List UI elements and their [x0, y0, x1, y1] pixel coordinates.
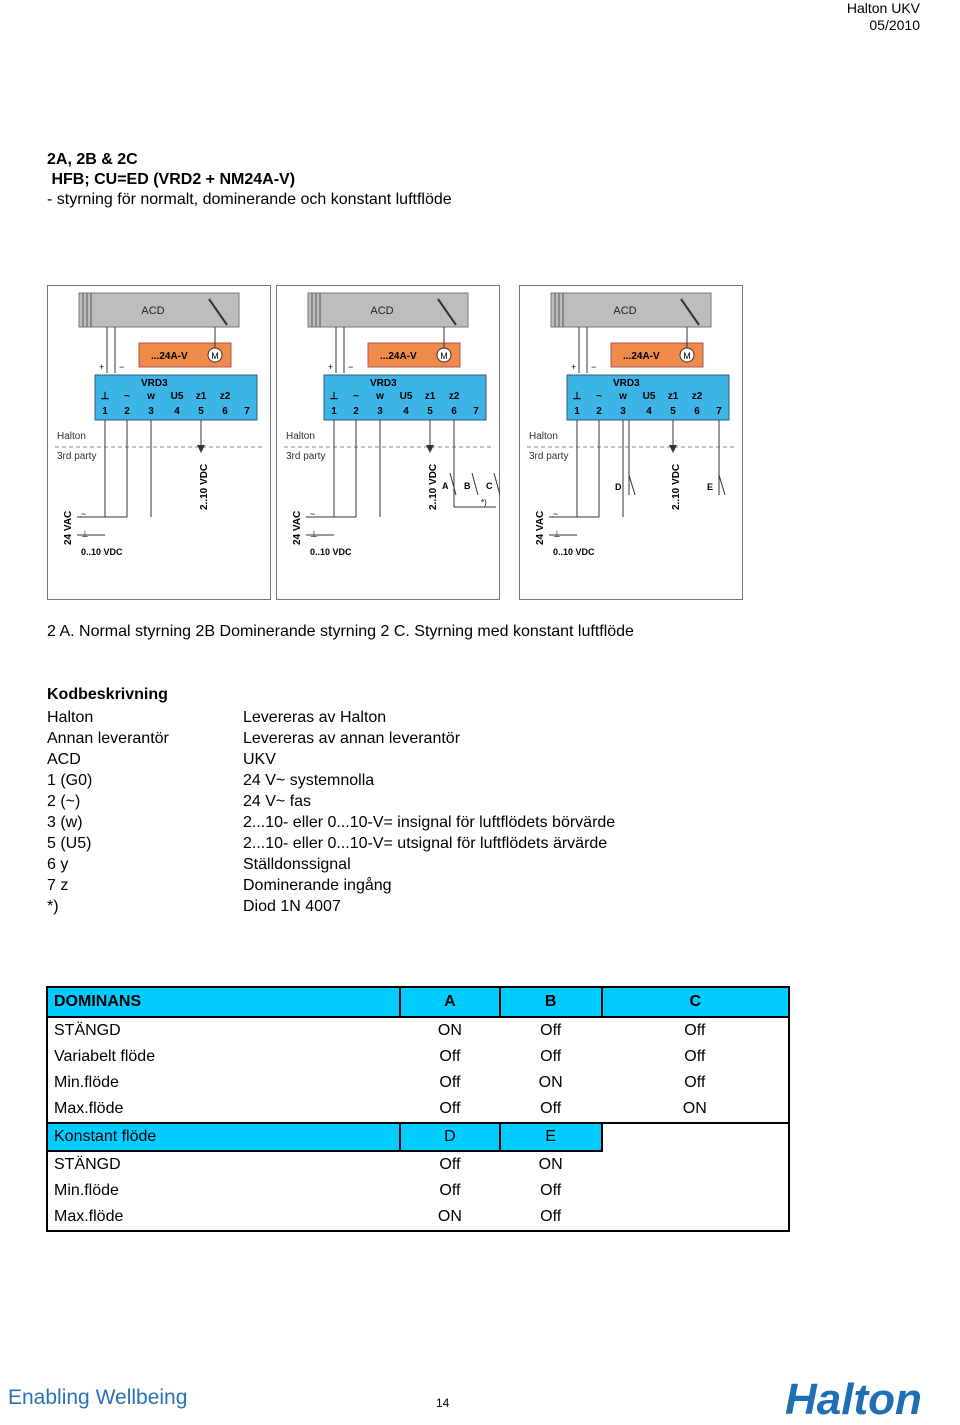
pin-number: 7 [716, 406, 722, 417]
table-cell: Off [439, 1156, 461, 1173]
pin-number: 2 [124, 406, 130, 417]
motor-label: M [211, 351, 219, 361]
code-key: 3 (w) [47, 814, 83, 831]
code-value: Levereras av annan leverantör [243, 730, 461, 747]
plus-sign: + [571, 362, 577, 372]
terminal-label: ~ [124, 391, 130, 402]
vac-sign: ⊥ [553, 529, 561, 539]
terminal-label: ⊥ [329, 391, 339, 402]
wiring-diagram-2c [519, 285, 743, 600]
terminal-label: w [376, 391, 384, 402]
code-value: Ställdonssignal [243, 856, 351, 873]
code-key: Annan leverantör [47, 730, 169, 747]
table-cell: Min.flöde [54, 1074, 119, 1091]
pin-number: 3 [377, 406, 383, 417]
pin-number: 6 [451, 406, 457, 417]
halton-logo-text: Halton [785, 1378, 922, 1420]
table-cell: DOMINANS [47, 987, 400, 1017]
table-row [47, 1123, 789, 1151]
title-line-2: HFB; CU=ED (VRD2 + NM24A-V) [47, 171, 296, 188]
code-row [47, 833, 615, 854]
pin-number: 2 [353, 406, 359, 417]
title-line-1: 2A, 2B & 2C [47, 151, 138, 168]
actuator-label: ...24A-V [380, 351, 417, 362]
code-row [47, 854, 615, 875]
table-cell [602, 1204, 789, 1231]
table-row [47, 1151, 789, 1178]
code-value: UKV [243, 751, 276, 768]
table-cell [602, 1123, 789, 1151]
table-cell: Konstant flöde [47, 1123, 400, 1151]
vrd-label: VRD3 [370, 378, 397, 389]
table-cell: Off [540, 1022, 562, 1039]
terminal-label: w [147, 391, 155, 402]
actuator-label: ...24A-V [623, 351, 660, 362]
acd-label: ACD [141, 305, 165, 317]
title-line-3: - styrning för normalt, dominerande och konstant luftflöde [47, 191, 452, 208]
table-cell: ON [437, 1022, 462, 1039]
table-cell: Off [540, 1182, 562, 1199]
pin-number: 1 [102, 406, 108, 417]
vdc-in-label: 2..10 VDC [428, 463, 439, 510]
table-row [47, 1178, 789, 1204]
terminal-label: w [619, 391, 627, 402]
code-row [47, 791, 615, 812]
vrd-label: VRD3 [141, 378, 168, 389]
dominance-table [46, 986, 790, 1232]
third-party-label: 3rd party [57, 451, 97, 462]
plus-sign: + [99, 362, 105, 372]
terminal-label: z1 [424, 391, 436, 402]
table-cell: D [400, 1123, 500, 1151]
vdc-out-label: 0..10 VDC [553, 547, 595, 557]
pin-number: 4 [403, 406, 409, 417]
table-cell: ON [538, 1074, 563, 1091]
halton-label: Halton [529, 431, 558, 442]
table-cell: Off [540, 1100, 562, 1117]
pin-number: 3 [148, 406, 154, 417]
plus-sign: + [328, 362, 334, 372]
table-cell: B [500, 987, 602, 1017]
document-title [47, 150, 452, 210]
terminal-label: z2 [691, 391, 703, 402]
vdc-out-label: 0..10 VDC [310, 547, 352, 557]
motor-label: M [683, 351, 691, 361]
terminal-label: U5 [170, 391, 184, 402]
terminal-label: U5 [399, 391, 413, 402]
terminal-label: U5 [642, 391, 656, 402]
table-row [47, 1096, 789, 1123]
code-key: 1 (G0) [47, 772, 93, 789]
table-cell [602, 1151, 789, 1178]
table-row [47, 1017, 789, 1044]
pin-number: 2 [596, 406, 602, 417]
wiring-diagram-2b [276, 285, 500, 600]
switch-a: A [442, 481, 449, 491]
code-value: 24 V~ systemnolla [243, 772, 375, 789]
code-key: 5 (U5) [47, 835, 92, 852]
page-number: 14 [436, 1396, 450, 1410]
code-row [47, 812, 615, 833]
page-header [847, 0, 920, 34]
pin-number: 7 [473, 406, 479, 417]
third-party-label: 3rd party [286, 451, 326, 462]
table-cell: ON [682, 1100, 707, 1117]
table-cell: E [500, 1123, 602, 1151]
footer-slogan: Enabling Wellbeing [8, 1386, 188, 1409]
vac-sign: ~ [81, 509, 87, 519]
terminal-label: ⊥ [572, 391, 582, 402]
pin-number: 4 [174, 406, 180, 417]
vac-label: 24 VAC [292, 510, 303, 545]
code-row [47, 749, 615, 770]
table-cell: C [602, 987, 789, 1017]
code-value: Dominerande ingång [243, 877, 392, 894]
table-row [47, 987, 789, 1017]
table-row [47, 1044, 789, 1070]
table-cell: Max.flöde [54, 1100, 124, 1117]
table-cell: A [400, 987, 500, 1017]
pin-number: 1 [574, 406, 580, 417]
halton-logo [785, 1378, 960, 1420]
table-row [47, 1204, 789, 1231]
vdc-out-label: 0..10 VDC [81, 547, 123, 557]
diagram-svg [519, 285, 743, 600]
pin-number: 1 [331, 406, 337, 417]
terminal-label: z1 [667, 391, 679, 402]
pin-number: 3 [620, 406, 626, 417]
pin-number: 7 [244, 406, 250, 417]
code-key: Halton [47, 709, 94, 726]
diagram-svg [47, 285, 271, 600]
code-row [47, 770, 615, 791]
diagram-caption: 2 A. Normal styrning 2B Dominerande styrning 2 C. Styrning med konstant luftflöde [47, 623, 634, 640]
switch-d: D [615, 482, 622, 492]
table-cell: Off [439, 1074, 461, 1091]
terminal-label: z2 [219, 391, 231, 402]
header-date: 05/2010 [869, 17, 920, 33]
wiring-diagram-2a [47, 285, 271, 600]
table-cell: Off [684, 1048, 706, 1065]
table-cell: STÄNGD [54, 1022, 121, 1039]
vdc-in-label: 2..10 VDC [199, 463, 210, 510]
vac-label: 24 VAC [63, 510, 74, 545]
table-cell: Off [439, 1048, 461, 1065]
minus-sign: − [119, 362, 125, 372]
code-row [47, 875, 615, 896]
code-key: 6 y [47, 856, 69, 873]
terminal-label: ⊥ [100, 391, 110, 402]
code-row [47, 896, 615, 917]
table-cell: STÄNGD [54, 1156, 121, 1173]
switch-c: C [486, 481, 493, 491]
minus-sign: − [348, 362, 354, 372]
terminal-label: ~ [596, 391, 602, 402]
pin-number: 4 [646, 406, 652, 417]
acd-label: ACD [370, 305, 394, 317]
table-cell: Off [540, 1048, 562, 1065]
table-cell: Off [684, 1022, 706, 1039]
terminal-label: z1 [195, 391, 207, 402]
halton-label: Halton [57, 431, 86, 442]
table-cell: ON [437, 1208, 462, 1225]
code-value: 24 V~ fas [243, 793, 312, 810]
code-value: Diod 1N 4007 [243, 898, 341, 915]
halton-label: Halton [286, 431, 315, 442]
code-key: 7 z [47, 877, 69, 894]
table-cell: Off [439, 1100, 461, 1117]
table-cell: ON [538, 1156, 563, 1173]
table-cell: Off [684, 1074, 706, 1091]
actuator-label: ...24A-V [151, 351, 188, 362]
code-key: 2 (~) [47, 793, 81, 810]
terminal-label: ~ [353, 391, 359, 402]
table-cell: Off [540, 1208, 562, 1225]
vac-sign: ~ [553, 509, 559, 519]
vac-sign: ⊥ [81, 529, 89, 539]
header-company: Halton UKV [846, 0, 920, 16]
table-row [47, 1070, 789, 1096]
table-cell: Min.flöde [54, 1182, 119, 1199]
minus-sign: − [591, 362, 597, 372]
vrd-label: VRD3 [613, 378, 640, 389]
vdc-in-label: 2..10 VDC [671, 463, 682, 510]
table-cell [602, 1178, 789, 1204]
code-row [47, 728, 615, 749]
switch-e: E [707, 482, 714, 492]
code-value: 2...10- eller 0...10-V= insignal för luftflödets börvärde [243, 814, 616, 831]
code-value: 2...10- eller 0...10-V= utsignal för luftflödets ärvärde [243, 835, 608, 852]
pin-number: 5 [427, 406, 433, 417]
pin-number: 6 [694, 406, 700, 417]
code-description [47, 686, 615, 917]
table-cell: Variabelt flöde [54, 1048, 156, 1065]
code-key: *) [47, 898, 59, 915]
vac-label: 24 VAC [535, 510, 546, 545]
pin-number: 5 [198, 406, 204, 417]
table-cell: Off [439, 1182, 461, 1199]
pin-number: 5 [670, 406, 676, 417]
code-row [47, 707, 615, 728]
diode-note: *) [481, 498, 487, 507]
pin-number: 6 [222, 406, 228, 417]
diagram-svg [276, 285, 500, 600]
code-value: Levereras av Halton [243, 709, 387, 726]
terminal-label: z2 [448, 391, 460, 402]
code-heading: Kodbeskrivning [47, 686, 168, 703]
table-cell: Max.flöde [54, 1208, 124, 1225]
third-party-label: 3rd party [529, 451, 569, 462]
switch-b: B [464, 481, 471, 491]
motor-label: M [440, 351, 448, 361]
acd-label: ACD [613, 305, 637, 317]
code-key: ACD [47, 751, 81, 768]
vac-sign: ~ [310, 509, 316, 519]
vac-sign: ⊥ [310, 529, 318, 539]
